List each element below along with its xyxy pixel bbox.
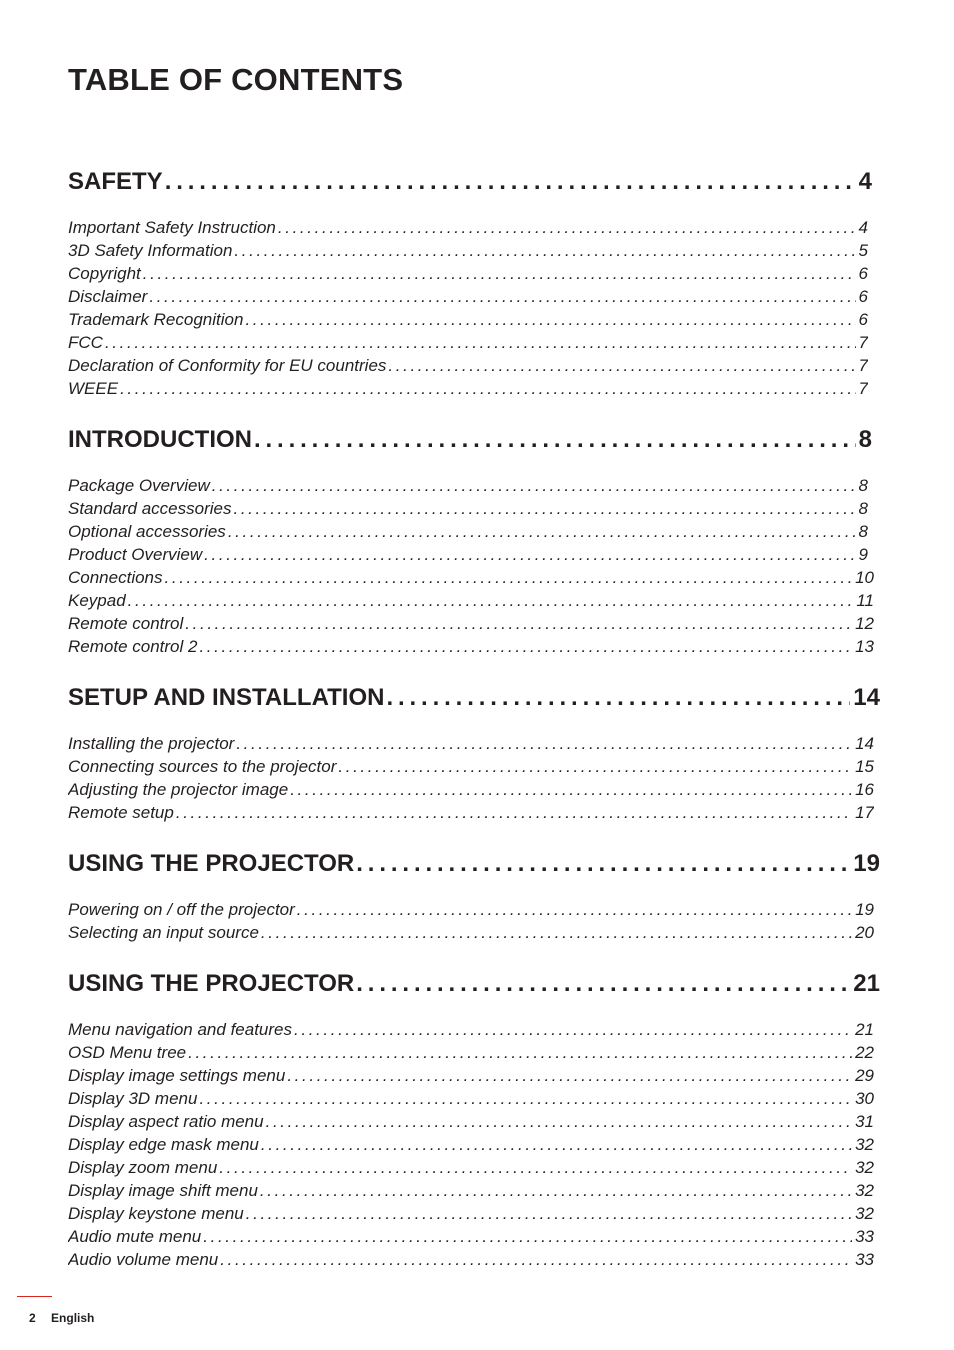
toc-entry-label: Display image shift menu [68, 1181, 258, 1200]
toc-entry-label: Selecting an input source [68, 923, 259, 942]
toc-entry-label: Remote control [68, 614, 184, 633]
toc-entry-label: Menu navigation and features [68, 1020, 292, 1039]
toc-section-title: SETUP AND INSTALLATION [68, 684, 385, 711]
toc-entry-page: 21 [855, 1020, 874, 1039]
dot-leader [143, 262, 856, 285]
toc-entry-page: 6 [858, 287, 868, 306]
toc-section-title: SAFETY [68, 168, 163, 195]
toc-entry-label: WEEE [68, 379, 119, 398]
toc-entry-label: Audio mute menu [68, 1227, 202, 1246]
dot-leader [297, 898, 852, 921]
toc-section-heading[interactable] [68, 676, 880, 720]
toc-section [68, 962, 880, 1271]
toc-entry-label: Remote control 2 [68, 637, 198, 656]
dot-leader [212, 474, 856, 497]
toc-entry[interactable] [68, 1087, 874, 1110]
dot-leader [188, 1041, 852, 1064]
toc-entry[interactable] [68, 1041, 874, 1064]
toc-entry[interactable] [68, 377, 868, 400]
toc-entry[interactable] [68, 778, 874, 801]
toc-entry-page: 7 [858, 333, 868, 352]
toc-entry-page: 4 [858, 218, 868, 237]
toc-entry-page: 32 [855, 1135, 874, 1154]
toc-section-title: INTRODUCTION [68, 426, 252, 453]
dot-leader [356, 962, 850, 1006]
toc-entry-label: Important Safety Instruction [68, 218, 276, 237]
footer-page-number: 2 [29, 1311, 36, 1325]
toc-entry-page: 32 [855, 1158, 874, 1177]
toc-entry-page: 15 [855, 757, 874, 776]
dot-leader [203, 1225, 852, 1248]
dot-leader [261, 921, 852, 944]
toc-entry-label: Display aspect ratio menu [68, 1112, 264, 1131]
toc-entry-page: 32 [855, 1204, 874, 1223]
toc-entry-page: 14 [855, 734, 874, 753]
dot-leader [176, 801, 852, 824]
footer-accent-rule [17, 1296, 52, 1297]
toc-entry-label: Display 3D menu [68, 1089, 198, 1108]
toc-entry[interactable] [68, 635, 874, 658]
toc-section-heading[interactable] [68, 160, 872, 204]
toc-entry-label: Installing the projector [68, 734, 235, 753]
toc-entry-label: Declaration of Conformity for EU countries [68, 356, 387, 375]
toc-entry[interactable] [68, 1248, 874, 1271]
toc-entry-label: Display image settings menu [68, 1066, 286, 1085]
toc-entry-page: 8 [858, 522, 868, 541]
toc-entry-page: 30 [855, 1089, 874, 1108]
toc-entry[interactable] [68, 262, 868, 285]
toc-entry[interactable] [68, 1018, 874, 1041]
toc-entry-page: 8 [858, 499, 868, 518]
page-footer [29, 1311, 94, 1325]
toc-entry-page: 8 [858, 476, 868, 495]
toc-entry-page: 29 [855, 1066, 874, 1085]
toc-entry-page: 7 [858, 379, 868, 398]
toc-entry-label: FCC [68, 333, 103, 352]
toc-entry-label: Display edge mask menu [68, 1135, 259, 1154]
toc-entry[interactable] [68, 1133, 874, 1156]
dot-leader [254, 418, 856, 462]
toc-section-page: 4 [858, 168, 872, 195]
toc-section-title: USING THE PROJECTOR [68, 850, 355, 877]
toc-entry[interactable] [68, 1064, 874, 1087]
toc-entry[interactable] [68, 921, 874, 944]
toc-entry[interactable] [68, 801, 874, 824]
toc-entry-page: 7 [858, 356, 868, 375]
dot-leader [261, 1133, 852, 1156]
toc-entry[interactable] [68, 1225, 874, 1248]
toc-entry-label: Connecting sources to the projector [68, 757, 337, 776]
dot-leader [287, 1064, 852, 1087]
toc-entry-page: 33 [855, 1227, 874, 1246]
dot-leader [356, 842, 850, 886]
toc-entry-label: Powering on / off the projector [68, 900, 295, 919]
toc-entry-label: Display keystone menu [68, 1204, 244, 1223]
dot-leader [260, 1179, 852, 1202]
toc-entry-page: 32 [855, 1181, 874, 1200]
toc-section-page: 21 [853, 970, 880, 997]
toc-entry-label: Remote setup [68, 803, 174, 822]
table-of-contents [68, 160, 880, 1289]
page-title: TABLE OF CONTENTS [68, 62, 404, 97]
toc-entry[interactable] [68, 589, 874, 612]
toc-section-heading[interactable] [68, 418, 872, 462]
dot-leader [228, 520, 856, 543]
toc-entry[interactable] [68, 1156, 874, 1179]
toc-entry-label: Trademark Recognition [68, 310, 244, 329]
toc-entry-page: 13 [855, 637, 874, 656]
toc-entry[interactable] [68, 612, 874, 635]
toc-entry[interactable] [68, 285, 868, 308]
toc-entry[interactable] [68, 239, 868, 262]
toc-entry[interactable] [68, 354, 868, 377]
toc-entry-label: Connections [68, 568, 163, 587]
toc-entry-label: Optional accessories [68, 522, 226, 541]
toc-entry-page: 22 [855, 1043, 874, 1062]
toc-entry-page: 16 [855, 780, 874, 799]
toc-entry[interactable] [68, 898, 874, 921]
dot-leader [199, 1087, 852, 1110]
toc-section [68, 842, 880, 944]
toc-entry-label: OSD Menu tree [68, 1043, 187, 1062]
toc-entry-page: 17 [855, 803, 874, 822]
dot-leader [290, 778, 852, 801]
toc-entry-label: Adjusting the projector image [68, 780, 289, 799]
dot-leader [204, 543, 855, 566]
toc-section [68, 676, 880, 824]
toc-entry[interactable] [68, 308, 868, 331]
toc-entry-label: 3D Safety Information [68, 241, 233, 260]
toc-entry-page: 11 [856, 591, 874, 610]
toc-entry-label: Display zoom menu [68, 1158, 218, 1177]
dot-leader [236, 732, 852, 755]
toc-entry[interactable] [68, 331, 868, 354]
toc-entry-label: Disclaimer [68, 287, 148, 306]
toc-entry-page: 5 [858, 241, 868, 260]
toc-section-heading[interactable] [68, 962, 880, 1006]
dot-leader [128, 589, 854, 612]
toc-entry-page: 10 [855, 568, 874, 587]
toc-entry[interactable] [68, 1110, 874, 1133]
toc-entry-label: Package Overview [68, 476, 210, 495]
dot-leader [246, 1202, 852, 1225]
toc-entry-page: 31 [855, 1112, 874, 1131]
dot-leader [233, 497, 855, 520]
dot-leader [185, 612, 852, 635]
toc-section-heading[interactable] [68, 842, 880, 886]
toc-entry[interactable] [68, 497, 868, 520]
dot-leader [245, 308, 855, 331]
toc-section [68, 418, 874, 658]
dot-leader [278, 216, 856, 239]
toc-entry[interactable] [68, 474, 868, 497]
toc-entry[interactable] [68, 1179, 874, 1202]
dot-leader [165, 566, 853, 589]
toc-entry[interactable] [68, 732, 874, 755]
toc-entry-page: 9 [858, 545, 868, 564]
toc-entry-page: 6 [858, 264, 868, 283]
toc-entry-label: Audio volume menu [68, 1250, 219, 1269]
dot-leader [338, 755, 852, 778]
dot-leader [165, 160, 856, 204]
toc-entry[interactable] [68, 1202, 874, 1225]
dot-leader [149, 285, 855, 308]
toc-entry-page: 12 [855, 614, 874, 633]
toc-section-page: 19 [853, 850, 880, 877]
toc-entry[interactable] [68, 566, 874, 589]
dot-leader [234, 239, 855, 262]
toc-section-title: USING THE PROJECTOR [68, 970, 355, 997]
dot-leader [388, 354, 855, 377]
dot-leader [199, 635, 852, 658]
toc-entry-label: Product Overview [68, 545, 203, 564]
dot-leader [294, 1018, 852, 1041]
toc-section-page: 8 [858, 426, 872, 453]
dot-leader [120, 377, 855, 400]
toc-entry-label: Standard accessories [68, 499, 232, 518]
toc-entry-label: Copyright [68, 264, 141, 283]
dot-leader [105, 331, 856, 354]
toc-entry-page: 33 [855, 1250, 874, 1269]
toc-entry-page: 19 [855, 900, 874, 919]
dot-leader [266, 1110, 852, 1133]
toc-entry[interactable] [68, 216, 868, 239]
dot-leader [220, 1248, 852, 1271]
toc-entry-label: Keypad [68, 591, 126, 610]
toc-section [68, 160, 874, 400]
toc-entry[interactable] [68, 520, 868, 543]
dot-leader [219, 1156, 852, 1179]
toc-entry-page: 20 [855, 923, 874, 942]
toc-section-page: 14 [853, 684, 880, 711]
dot-leader [386, 676, 850, 720]
toc-entry[interactable] [68, 755, 874, 778]
toc-entry[interactable] [68, 543, 868, 566]
footer-language: English [51, 1311, 95, 1325]
toc-entry-page: 6 [858, 310, 868, 329]
